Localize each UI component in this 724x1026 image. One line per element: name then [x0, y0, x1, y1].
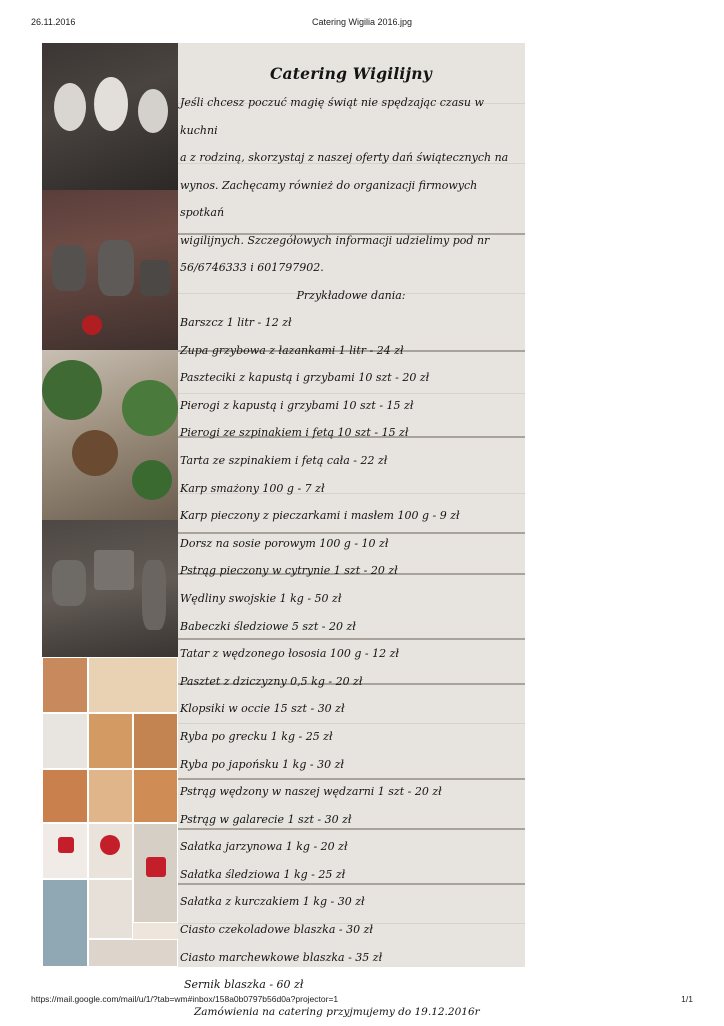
print-date: 26.11.2016	[31, 17, 76, 27]
dish-item: Ryba po grecku 1 kg - 25 zł	[180, 729, 333, 743]
dish-item: Klopsiki w occie 15 szt - 30 zł	[180, 702, 345, 716]
intro-line: wynos. Zachęcamy również do organizacji firmowych spotkań	[180, 178, 478, 219]
page-number: 1/1	[681, 994, 693, 1004]
intro-line: wigilijnych. Szczegółowych informacji udzielimy pod nr	[180, 233, 490, 247]
dishes-subtitle: Przykładowe dania:	[296, 288, 406, 302]
dish-item: Sałatka z kurczakiem 1 kg - 30 zł	[180, 895, 365, 909]
photo-cookies-collage	[42, 657, 178, 823]
dish-item: Wędliny swojskie 1 kg - 50 zł	[180, 591, 342, 605]
photo-decor-collage	[42, 823, 178, 967]
dish-item: Sernik blaszka - 60 zł	[184, 978, 304, 992]
dish-item: Pierogi ze szpinakiem i fetą 10 szt - 15 zł	[180, 426, 409, 440]
dish-item: Ciasto marchewkowe blaszka - 35 zł	[180, 950, 383, 964]
intro-line: 56/6746333 i 601797902.	[180, 261, 324, 274]
dish-item: Pstrąg wędzony w naszej wędzarni 1 szt - 20 zł	[180, 785, 442, 799]
dish-item: Babeczki śledziowe 5 szt - 20 zł	[180, 619, 356, 633]
dish-item: Barszcz 1 litr - 12 zł	[180, 316, 292, 329]
dish-item: Karp pieczony z pieczarkami i masłem 100 g - 9 zł	[180, 509, 460, 523]
photo-angel-ornaments	[42, 43, 178, 190]
order-deadline: Zamówienia na catering przyjmujemy do 19.12.2016r	[194, 1005, 480, 1018]
print-title: Catering Wigilia 2016.jpg	[311, 17, 413, 27]
dish-item: Dorsz na sosie porowym 100 g - 10 zł	[180, 536, 389, 550]
dish-item: Pierogi z kapustą i grzybami 10 szt - 15 zł	[180, 398, 414, 412]
dish-item: Ciasto czekoladowe blaszka - 30 zł	[180, 923, 373, 937]
dish-item: Ryba po japońsku 1 kg - 30 zł	[180, 757, 344, 771]
dish-item: Pstrąg w galarecie 1 szt - 30 zł	[180, 812, 352, 826]
photo-strip	[42, 43, 178, 967]
flyer-content	[180, 64, 522, 1026]
dish-item: Sałatka jarzynowa 1 kg - 20 zł	[180, 840, 348, 854]
flyer-title: Catering Wigilijny	[270, 64, 432, 83]
photo-gingerbread-ornaments	[42, 190, 178, 350]
intro-line: a z rodziną, skorzystaj z naszej oferty dań świątecznych na	[180, 151, 509, 164]
dish-item: Tarta ze szpinakiem i fetą cała - 22 zł	[180, 453, 388, 467]
dish-item: Paszteciki z kapustą i grzybami 10 szt - 20 zł	[180, 371, 430, 385]
intro-line: Jeśli chcesz poczuć magię świąt nie spędzając czasu w kuchni	[180, 96, 484, 137]
dish-item: Pstrąg pieczony w cytrynie 1 szt - 20 zł	[180, 564, 398, 578]
print-url: https://mail.google.com/mail/u/1/?tab=wm#inbox/158a0b0797b56d0a?projector=1	[31, 994, 339, 1004]
dish-item: Karp smażony 100 g - 7 zł	[180, 481, 325, 495]
dish-list	[180, 309, 522, 999]
dish-item: Zupa grzybowa z łazankami 1 litr - 24 zł	[180, 343, 404, 357]
photo-pine-cones	[42, 350, 178, 520]
dish-item: Tatar z wędzonego łososia 100 g - 12 zł	[180, 647, 399, 661]
dish-item: Sałatka śledziowa 1 kg - 25 zł	[180, 867, 346, 881]
photo-star-ornaments	[42, 520, 178, 657]
dish-item: Pasztet z dziczyzny 0,5 kg - 20 zł	[180, 674, 363, 688]
flyer-intro	[180, 89, 522, 282]
